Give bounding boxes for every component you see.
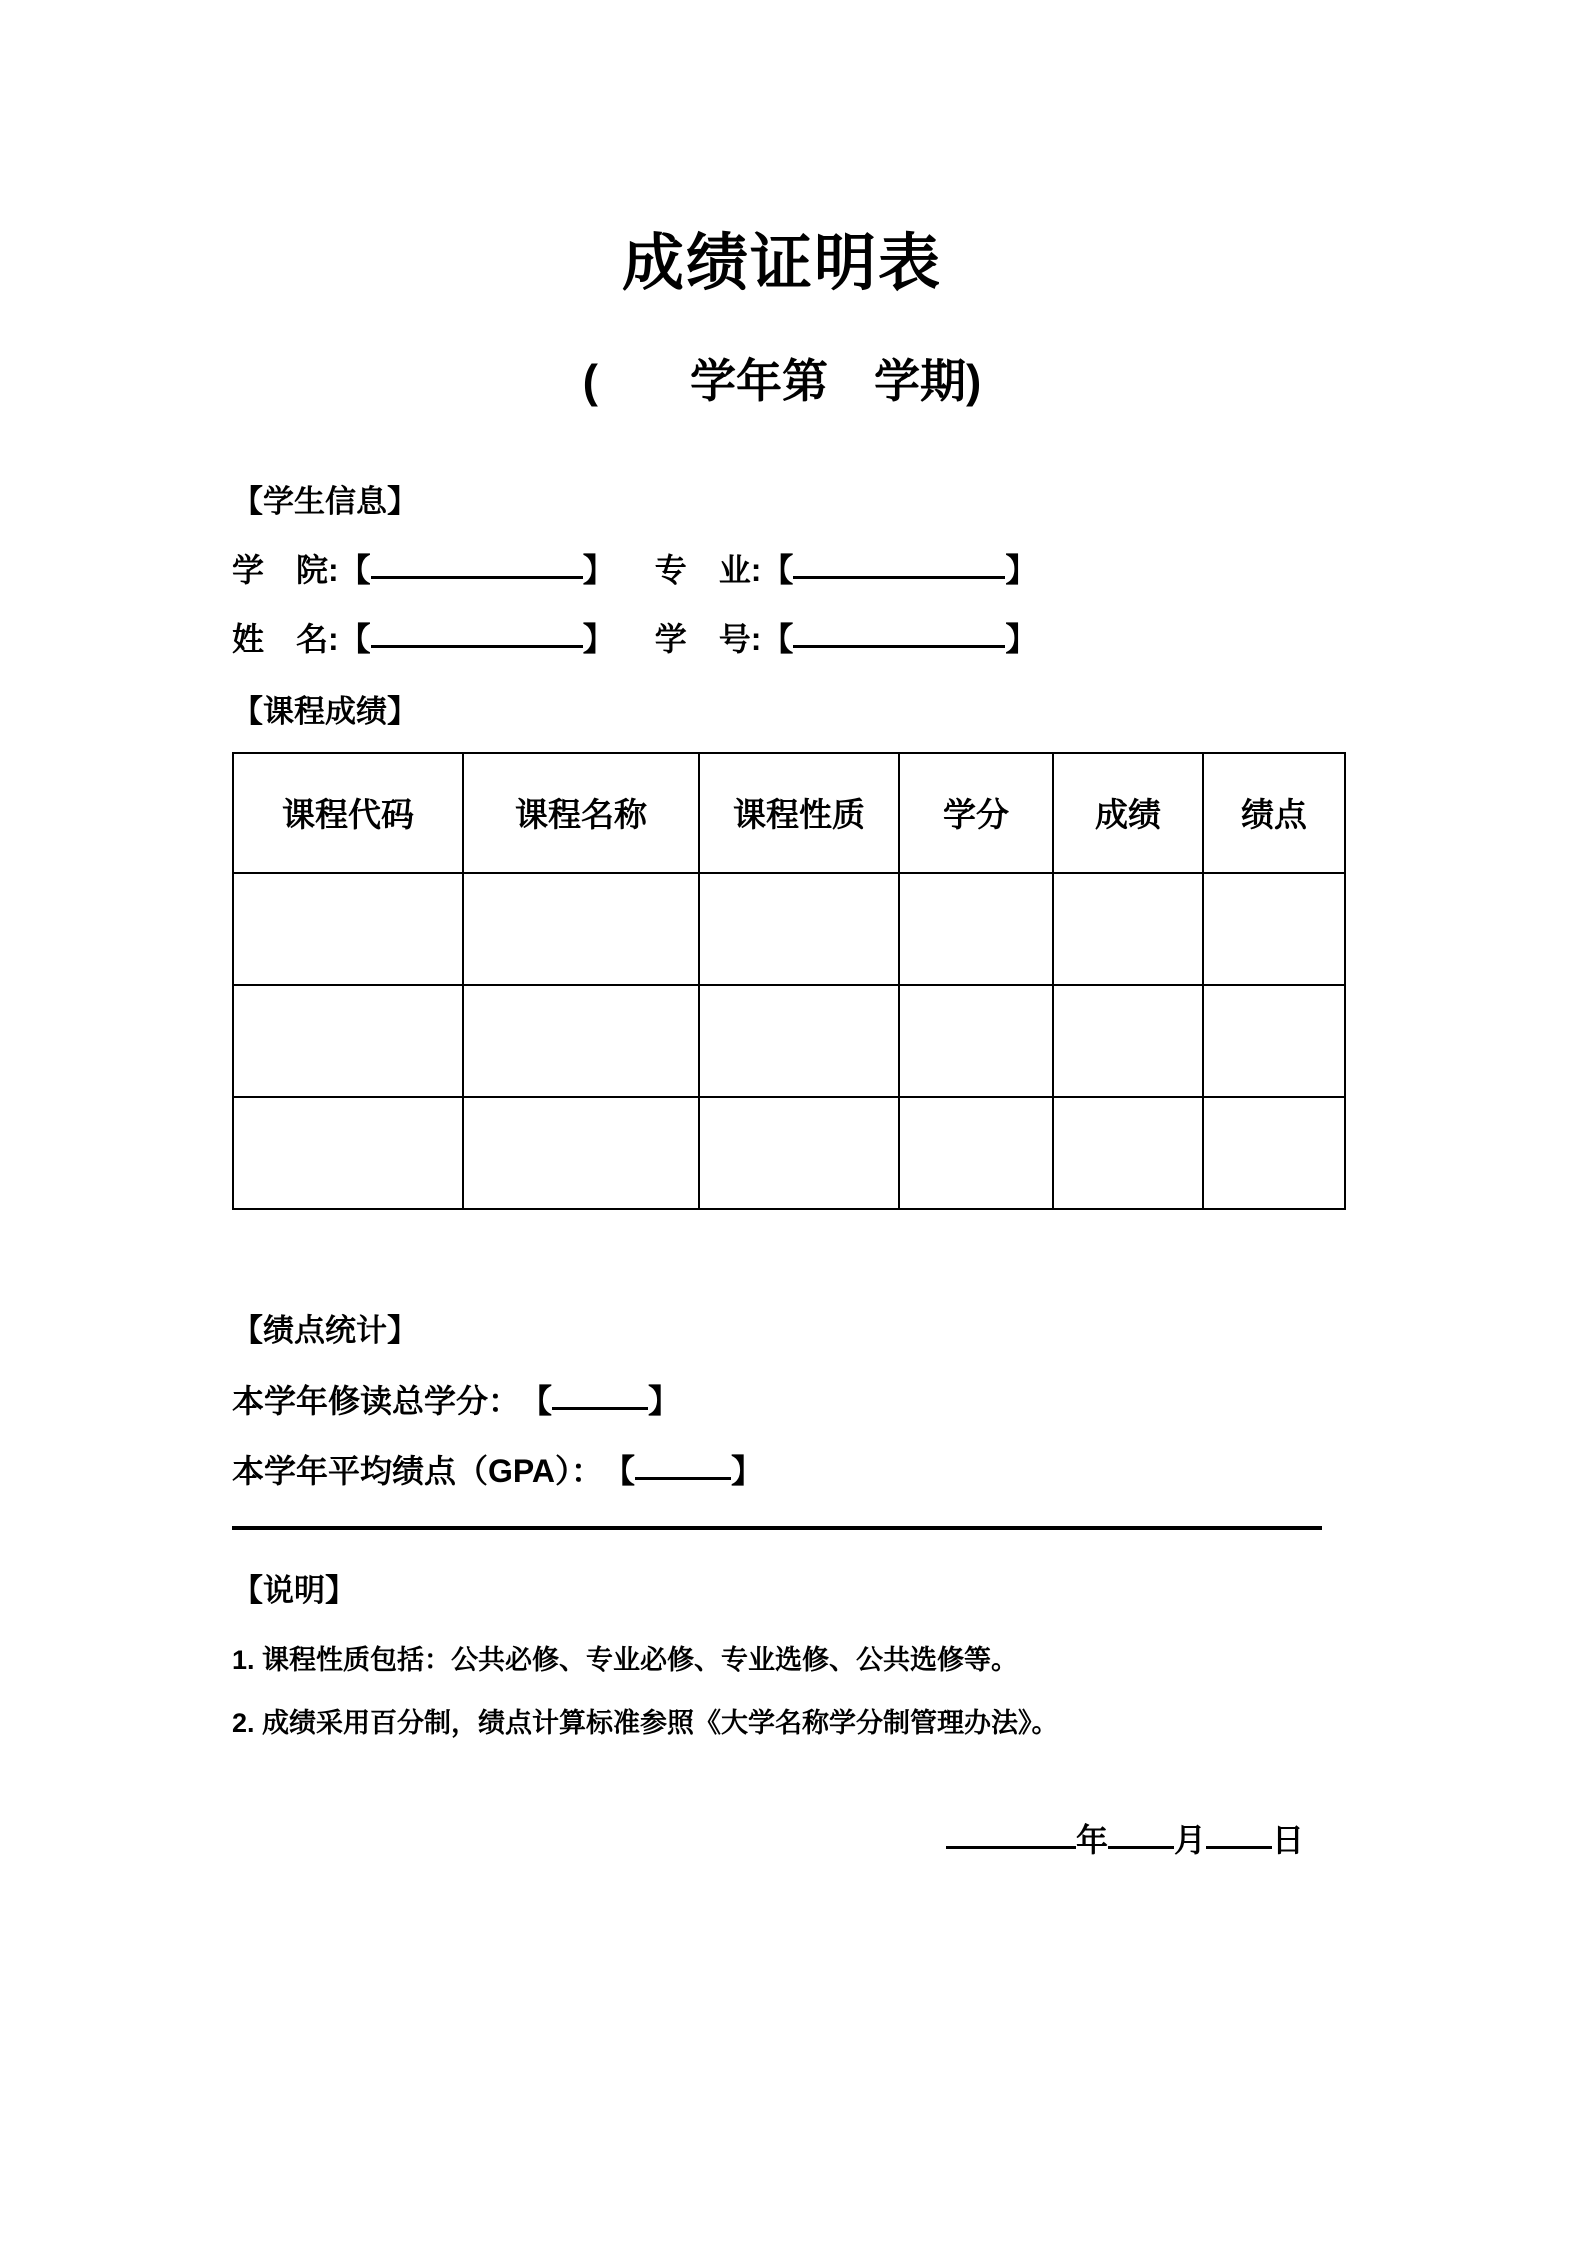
bracket-close-major: 】 [1005,551,1038,588]
column-header-course-name: 课程名称 [463,753,699,873]
cell-grade-point[interactable] [1203,873,1345,985]
bracket-open-college: 【 [338,551,371,588]
section-spacer [232,1210,1332,1312]
label-gpa: 本学年平均绩点（GPA）： [232,1452,603,1489]
cell-score[interactable] [1053,1097,1203,1209]
student-info-row-name-id [232,589,1332,658]
column-header-score: 成绩 [1053,753,1203,873]
cell-grade-point[interactable] [1203,985,1345,1097]
course-grades-table [232,752,1346,1210]
label-college: 学 院: [232,551,339,588]
document-subtitle: ( 学年第 学期) [582,355,982,408]
table-header-row [233,753,1345,873]
bracket-close-total-credits: 】 [648,1383,681,1420]
bracket-open-major: 【 [761,551,794,588]
column-header-course-code: 课程代码 [233,753,463,873]
cell-course-nature[interactable] [699,1097,899,1209]
cell-course-code[interactable] [233,985,463,1097]
label-major: 专 业: [654,551,762,588]
signature-date-line [232,1781,1332,1897]
note-item: 2. 成绩采用百分制，绩点计算标准参照《大学名称学分制管理办法》。 [232,1708,1059,1739]
bracket-open-gpa: 【 [602,1452,635,1489]
label-year: 年 [1075,1821,1108,1858]
bracket-open-name: 【 [338,621,371,658]
name-field[interactable] [371,615,583,648]
college-field[interactable] [371,546,583,579]
section-heading-student-info: 【学生信息】 [232,483,418,519]
bracket-close-student-id: 】 [1005,621,1038,658]
student-info-row-college-major [232,520,1332,589]
bracket-close-name: 】 [582,621,615,658]
column-header-credits: 学分 [899,753,1053,873]
gpa-row [232,1421,1332,1490]
table-row [233,1097,1345,1209]
cell-course-nature[interactable] [699,873,899,985]
table-row [233,985,1345,1097]
month-field[interactable] [1108,1818,1174,1849]
bracket-close-college: 】 [582,551,615,588]
cell-score[interactable] [1053,985,1203,1097]
label-name: 姓 名: [232,621,339,658]
label-month: 月 [1173,1821,1206,1858]
cell-score[interactable] [1053,873,1203,985]
section-heading-notes: 【说明】 [232,1572,356,1608]
cell-course-nature[interactable] [699,985,899,1097]
year-field[interactable] [946,1818,1076,1849]
label-student-id: 学 号: [654,621,762,658]
cell-credits[interactable] [899,1097,1053,1209]
document-content [232,0,1332,1897]
major-field[interactable] [793,546,1005,579]
table-row [233,873,1345,985]
label-total-credits: 本学年修读总学分： [232,1383,521,1420]
table-body [233,873,1345,1209]
bracket-open-total-credits: 【 [520,1383,553,1420]
total-credits-row [232,1349,1332,1420]
bracket-open-student-id: 【 [761,621,794,658]
student-id-field[interactable] [793,615,1005,648]
cell-course-name[interactable] [463,873,699,985]
column-header-course-nature: 课程性质 [699,753,899,873]
gpa-field[interactable] [635,1447,731,1480]
note-item: 1. 课程性质包括：公共必修、专业必修、专业选修、公共选修等。 [232,1645,1019,1676]
cell-credits[interactable] [899,873,1053,985]
cell-credits[interactable] [899,985,1053,1097]
total-credits-field[interactable] [552,1377,648,1410]
section-heading-course-grades: 【课程成绩】 [232,693,418,729]
cell-grade-point[interactable] [1203,1097,1345,1209]
label-day: 日 [1271,1821,1304,1858]
cell-course-name[interactable] [463,985,699,1097]
column-header-grade-point: 绩点 [1203,753,1345,873]
page-title: 成绩证明表 [621,229,942,298]
bracket-close-gpa: 】 [731,1452,764,1489]
cell-course-name[interactable] [463,1097,699,1209]
section-heading-gpa-stats: 【绩点统计】 [232,1312,418,1348]
cell-course-code[interactable] [233,1097,463,1209]
cell-course-code[interactable] [233,873,463,985]
day-field[interactable] [1206,1818,1272,1849]
